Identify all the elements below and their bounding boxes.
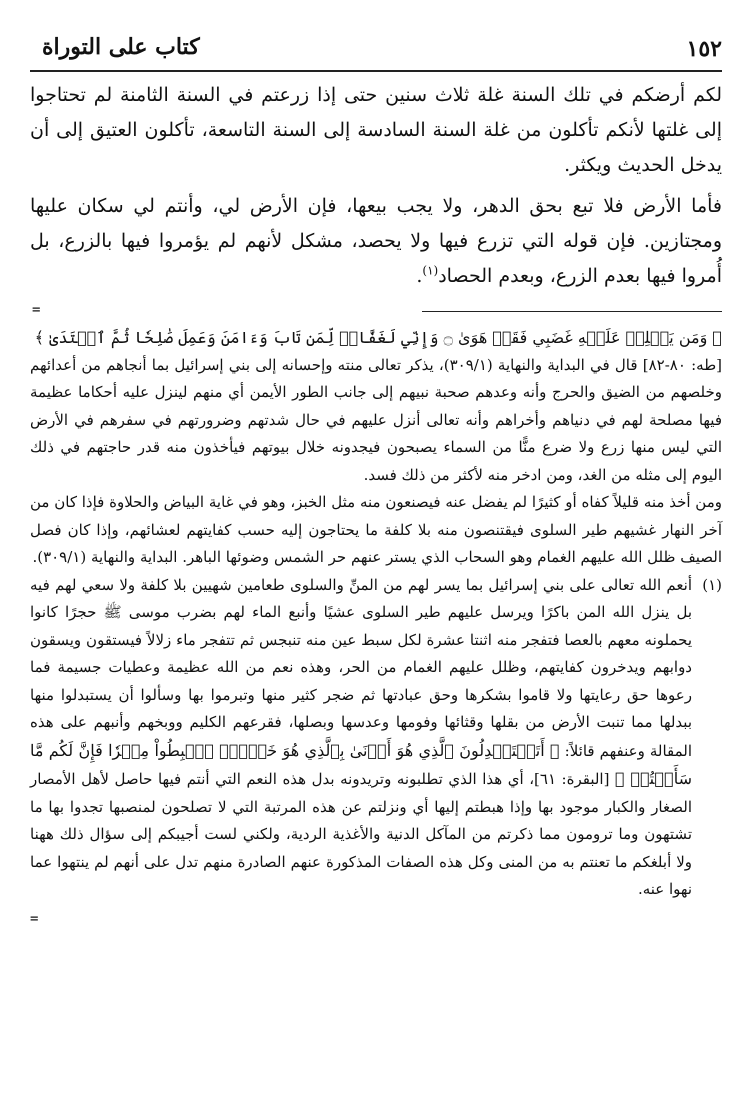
footnote-1	[30, 572, 722, 904]
main-paragraph	[30, 189, 722, 294]
continuation-mark: =	[32, 302, 41, 318]
header-rule	[30, 70, 722, 72]
page-header	[30, 32, 722, 72]
footnote-text: [البقرة: ٦١]، أي هذا الذي تطلبونه وتريدونه بدل هذه النعم التي أنتم فيها حاصل لأهل الأمصار الصغار والكبار موجود بها وإذا هبطتم إليها أي ونزلتم عن هذه المرتبة التي لا تصلحون لمنصبها تجدوا بها ما تشتهون وما ترومون مما ذكرتم من المآكل الدنية والأغذية الردية، ولكني لست أجيبكم إلى سؤال ذلك ههنا ولا أبلغكم ما تعنتم به من المنى وكل هذه الصفات المذكورة عنهم الصادرة منهم تدل على أنهم لم ينتهوا عما نهوا عنه.	[30, 770, 692, 898]
footnote-continued: [طه: ٨٠-٨٢] قال في البداية والنهاية (٣٠٩/١)، يذكر تعالى منته وإحسانه إلى بني إسرائيل بما أنجاهم من أعدائهم وخلصهم من الضيق والحرج وأنه وعدهم صحبة نبيهم إلى جانب الطور الأيمن أي منهم لينزل عليه أحكاما عظيمة فيها مصلحة لهم في دنياهم وأخراهم وأنه تعالى أنزل عليهم في حال شدتهم وضرورتهم في سفرهم في الأرض التي ليس منها زرع ولا ضرع منًّا من السماء يصبحون فيجدونه خلال بيوتهم فيأخذون منه قدر حاجتهم في ذلك اليوم إلى مثله من الغد، ومن ادخر منه لأكثر من ذلك فسد.	[30, 355, 723, 484]
footnote-divider	[30, 302, 722, 324]
page-number: ١٥٢	[686, 36, 722, 62]
footnote-text: أنعم الله تعالى على بني إسرائيل بما يسر لهم من المنِّ والسلوى طعامين شهيين بلا كلفة ولا سعي لهم فيه بل ينزل الله المن باكرًا ويرسل عليهم طير السلوى عشيًا وأنبع الماء لهم بضرب موسى ﷺ حجرًا كانوا يحملونه معهم بالعصا فتفجر منه اثنتا عشرة لكل سبط عين منه تنبجس ثم تتفجر ماء زلالاً فيستقون ويسقون دوابهم ويدخرون كفايتهم، وظلل عليهم الغمام من الحر، وهذه نعم من الله عظيمة وعطيات جسيمة فما رعوها حق رعايتها ولا قاموا بشكرها وحق عبادتها ثم ضجر كثير منها وتبرموا بها وسألوا أن يستبدلوا منها ببدلها مما تنبت الأرض من بقلها وقثائها وفومها وعدسها وبصلها، فقرعهم الكليم ووبخهم وأنبهم على هذه المقالة وعنفهم قائلاً:	[30, 575, 693, 760]
quran-verse: ﴿ وَمَن يَحۡلِلۡ عَلَيۡهِ غَضَبِي فَقَدۡ هَوَىٰ ۝ وَإِنِّي لَغَفَّارٞ لِّمَن تَابَ وَءَامَنَ وَعَمِلَ صَٰلِحٗا ثُمَّ ٱهۡتَدَىٰ ﴾	[34, 328, 722, 347]
running-title: كتاب على التوراة	[42, 34, 200, 60]
footnote-number: (١)	[702, 575, 722, 594]
footnotes	[30, 324, 722, 933]
main-text	[30, 78, 722, 294]
sentence-end: .	[416, 265, 423, 287]
main-paragraph: لكم أرضكم في تلك السنة غلة ثلاث سنين حتى إذا زرعتم في السنة الثامنة لم تحتاجوا إلى غلتها لأنكم تأكلون من غلة السنة السادسة إلى السنة التاسعة، تأكلون العتيق إلى أن يدخل الحديث ويكثر.	[30, 84, 722, 176]
footnote-continued: ومن أخذ منه قليلاً كفاه أو كثيرًا لم يفضل عنه فيصنعون منه مثل الخبز، وهو في غاية البياض والحلاوة فإذا كان من آخر النهار غشيهم طير السلوى فيقتنصون منه بلا كلفة ما يحتاجون إليه حسب كفايتهم لعشائهم، وإذا كان فصل الصيف ظلل الله عليهم الغمام وهو السحاب الذي يستر عنهم حر الشمس وضوئها الباهر. البداية والنهاية (٣٠٩/١).	[30, 493, 722, 566]
continuation-mark: =	[30, 910, 39, 927]
divider-line	[422, 311, 722, 312]
main-paragraph-text: فأما الأرض فلا تبع بحق الدهر، ولا يجب بيعها، فإن الأرض لي، وأنتم لي سكان عليها ومجتازين. فإن قوله التي تزرع فيها ولا يحصد، مشكل لأنهم لم يؤمروا فيها بالزرع، بل أُمروا فيها بعدم الزرع، وبعدم الحصاد	[30, 195, 722, 287]
quran-verse: ﴿ أَتَسۡتَبۡدِلُونَ ٱلَّذِي هُوَ أَدۡنَىٰ بِٱلَّذِي هُوَ خَيۡرٌۚ ٱهۡبِطُواْ مِصۡرٗا فَإِنَّ لَكُم مَّا سَأَلۡتُمۡ ﴾	[30, 740, 692, 788]
book-page	[30, 32, 722, 1072]
footnote-reference[interactable]: (١)	[422, 263, 439, 278]
